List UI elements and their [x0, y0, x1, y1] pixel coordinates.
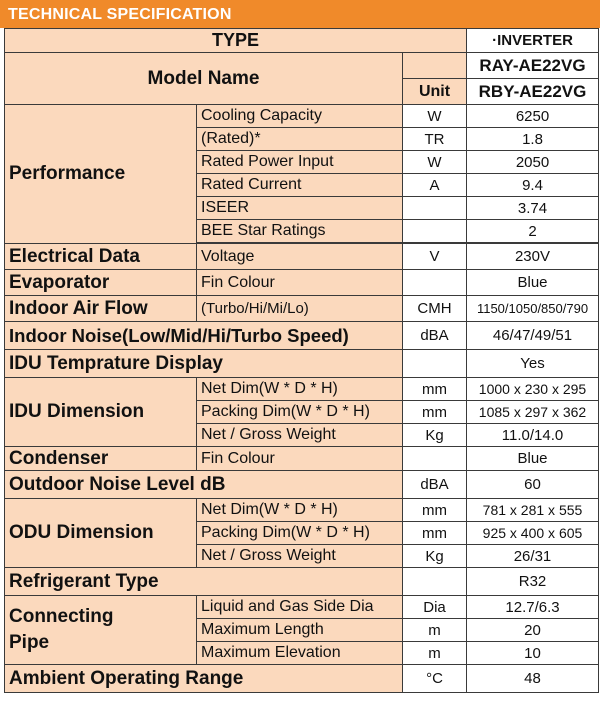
pipe-length-unit: m: [403, 619, 467, 642]
type-label: TYPE: [5, 29, 467, 53]
refrigerant-unit: [403, 568, 467, 596]
odu-net-dim-value: 781 x 281 x 555: [467, 499, 599, 522]
iseer-value: 3.74: [467, 197, 599, 220]
spec-table: [4, 28, 599, 693]
odu-packing-dim-param: Packing Dim(W * D * H): [197, 522, 403, 545]
model-name-label: Model Name: [5, 53, 403, 105]
outdoor-noise-value: 60: [467, 471, 599, 499]
idu-weight-unit: Kg: [403, 424, 467, 447]
rated-power-param: Rated Power Input: [197, 151, 403, 174]
cooling-capacity-unit-w: W: [403, 105, 467, 128]
idu-net-dim-param: Net Dim(W * D * H): [197, 378, 403, 401]
pipe-elevation-param: Maximum Elevation: [197, 642, 403, 665]
condenser-label: Condenser: [5, 447, 197, 471]
odu-packing-dim-unit: mm: [403, 522, 467, 545]
refrigerant-value: R32: [467, 568, 599, 596]
model-indoor: RAY-AE22VG: [467, 53, 599, 79]
indoor-air-flow-param: (Turbo/Hi/Mi/Lo): [197, 296, 403, 322]
condenser-fin-param: Fin Colour: [197, 447, 403, 471]
idu-packing-dim-unit: mm: [403, 401, 467, 424]
section-banner: TECHNICAL SPECIFICATION: [0, 0, 600, 28]
iseer-unit: [403, 197, 467, 220]
idu-net-dim-value: 1000 x 230 x 295: [467, 378, 599, 401]
evaporator-label: Evaporator: [5, 270, 197, 296]
voltage-param: Voltage: [197, 244, 403, 270]
idu-dimension-label: IDU Dimension: [5, 378, 197, 447]
pipe-elevation-unit: m: [403, 642, 467, 665]
idu-packing-dim-param: Packing Dim(W * D * H): [197, 401, 403, 424]
cooling-capacity-param-rated: (Rated)*: [197, 128, 403, 151]
rated-power-value: 2050: [467, 151, 599, 174]
model-outdoor: RBY-AE22VG: [467, 79, 599, 105]
refrigerant-label: Refrigerant Type: [5, 568, 403, 596]
odu-net-dim-param: Net Dim(W * D * H): [197, 499, 403, 522]
indoor-air-flow-unit: CMH: [403, 296, 467, 322]
bee-unit: [403, 220, 467, 243]
connecting-pipe-label-line2: Pipe: [9, 632, 50, 653]
odu-packing-dim-value: 925 x 400 x 605: [467, 522, 599, 545]
bee-param: BEE Star Ratings: [197, 220, 403, 243]
indoor-noise-label: Indoor Noise(Low/Mid/Hi/Turbo Speed): [5, 322, 403, 350]
odu-dimension-label: ODU Dimension: [5, 499, 197, 568]
connecting-pipe-label: [5, 596, 197, 665]
idu-weight-param: Net / Gross Weight: [197, 424, 403, 447]
model-unit-blank: [403, 53, 467, 79]
indoor-air-flow-label: Indoor Air Flow: [5, 296, 197, 322]
voltage-unit: V: [403, 244, 467, 270]
cooling-capacity-value-tr: 1.8: [467, 128, 599, 151]
ambient-unit: °C: [403, 665, 467, 693]
rated-power-unit: W: [403, 151, 467, 174]
indoor-air-flow-value: 1150/1050/850/790: [467, 296, 599, 322]
idu-temp-display-value: Yes: [467, 350, 599, 378]
odu-net-dim-unit: mm: [403, 499, 467, 522]
evaporator-fin-param: Fin Colour: [197, 270, 403, 296]
voltage-value: 230V: [467, 244, 599, 270]
odu-weight-value: 26/31: [467, 545, 599, 568]
indoor-noise-unit: dBA: [403, 322, 467, 350]
pipe-dia-value: 12.7/6.3: [467, 596, 599, 619]
unit-header: Unit: [403, 79, 467, 105]
pipe-elevation-value: 10: [467, 642, 599, 665]
connecting-pipe-label-line1: Connecting: [9, 606, 114, 627]
bee-value: 2: [467, 220, 599, 243]
cooling-capacity-value-w: 6250: [467, 105, 599, 128]
iseer-param: ISEER: [197, 197, 403, 220]
condenser-fin-unit: [403, 447, 467, 471]
cooling-capacity-param: Cooling Capacity: [197, 105, 403, 128]
performance-label: Performance: [5, 105, 197, 244]
pipe-length-param: Maximum Length: [197, 619, 403, 642]
ambient-label: Ambient Operating Range: [5, 665, 403, 693]
evaporator-fin-value: Blue: [467, 270, 599, 296]
idu-temp-display-label: IDU Temprature Display: [5, 350, 403, 378]
ambient-value: 48: [467, 665, 599, 693]
pipe-dia-unit: Dia: [403, 596, 467, 619]
idu-temp-display-unit: [403, 350, 467, 378]
idu-net-dim-unit: mm: [403, 378, 467, 401]
idu-weight-value: 11.0/14.0: [467, 424, 599, 447]
rated-current-param: Rated Current: [197, 174, 403, 197]
odu-weight-unit: Kg: [403, 545, 467, 568]
pipe-dia-param: Liquid and Gas Side Dia: [197, 596, 403, 619]
evaporator-fin-unit: [403, 270, 467, 296]
condenser-fin-value: Blue: [467, 447, 599, 471]
idu-packing-dim-value: 1085 x 297 x 362: [467, 401, 599, 424]
odu-weight-param: Net / Gross Weight: [197, 545, 403, 568]
indoor-noise-value: 46/47/49/51: [467, 322, 599, 350]
electrical-label: Electrical Data: [5, 244, 197, 270]
rated-current-value: 9.4: [467, 174, 599, 197]
outdoor-noise-unit: dBA: [403, 471, 467, 499]
cooling-capacity-unit-tr: TR: [403, 128, 467, 151]
outdoor-noise-label: Outdoor Noise Level dB: [5, 471, 403, 499]
rated-current-unit: A: [403, 174, 467, 197]
pipe-length-value: 20: [467, 619, 599, 642]
type-value: ·INVERTER: [467, 29, 599, 53]
